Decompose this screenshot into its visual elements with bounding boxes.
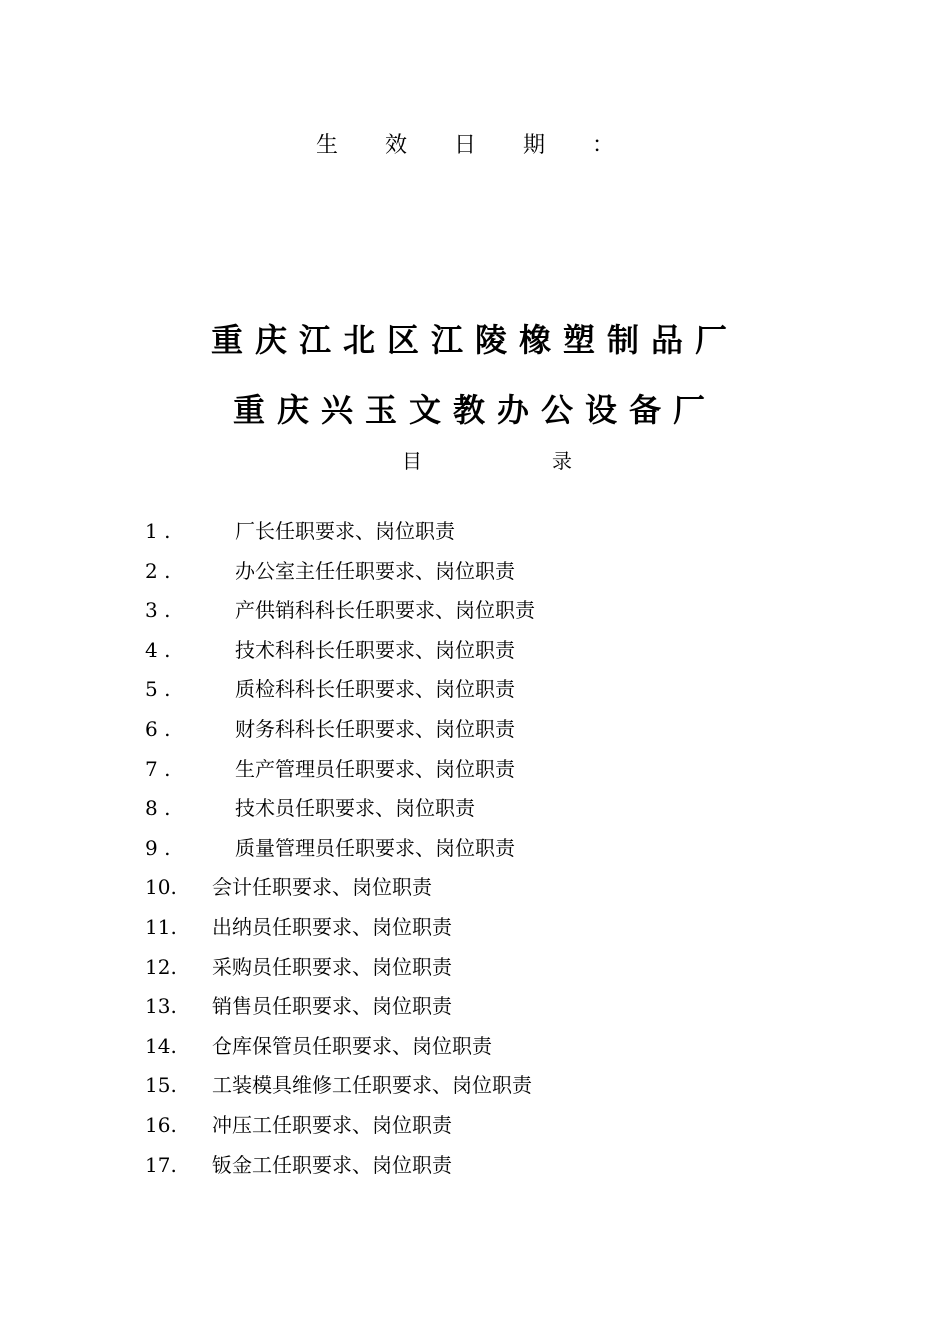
toc-item-number: 16. <box>145 1112 177 1137</box>
toc-item[interactable] <box>145 631 845 671</box>
toc-heading-left: 目 <box>402 449 422 473</box>
toc-item[interactable] <box>145 829 845 869</box>
toc-item[interactable] <box>145 1066 845 1106</box>
toc-heading-right: 录 <box>552 449 572 473</box>
toc-item-text: 出纳员任职要求、岗位职责 <box>212 914 452 939</box>
toc-item-number: 14. <box>145 1033 177 1058</box>
toc-item-text: 产供销科科长任职要求、岗位职责 <box>235 598 535 623</box>
toc-item-number: 12. <box>145 954 177 979</box>
toc-item-text: 工装模具维修工任职要求、岗位职责 <box>212 1073 532 1098</box>
toc-item[interactable] <box>145 1146 845 1186</box>
toc-item-text: 钣金工任职要求、岗位职责 <box>212 1152 452 1177</box>
toc-item[interactable] <box>145 1106 845 1146</box>
toc-item-number: 9 . <box>145 835 171 860</box>
toc-item-number: 8 . <box>145 796 171 821</box>
toc-item[interactable] <box>145 710 845 750</box>
company-title-1: 重庆江北区江陵橡塑制品厂 <box>210 321 739 359</box>
toc-item-number: 15. <box>145 1073 177 1098</box>
toc-item[interactable] <box>145 1027 845 1067</box>
toc-item-number: 17. <box>145 1152 177 1177</box>
toc-item-number: 4 . <box>145 637 171 662</box>
toc-item-text: 质量管理员任职要求、岗位职责 <box>235 835 515 860</box>
toc-item-text: 办公室主任任职要求、岗位职责 <box>235 558 515 583</box>
toc-item[interactable] <box>145 789 845 829</box>
toc-item-text: 生产管理员任职要求、岗位职责 <box>235 756 515 781</box>
toc-item-text: 仓库保管员任职要求、岗位职责 <box>212 1033 492 1058</box>
toc-item-text: 技术员任职要求、岗位职责 <box>235 796 475 821</box>
toc-item-text: 冲压工任职要求、岗位职责 <box>212 1112 452 1137</box>
toc-item-text: 销售员任职要求、岗位职责 <box>212 994 452 1019</box>
effective-date-label: 生 效 日 期 ： <box>316 133 634 158</box>
toc-item-text: 采购员任职要求、岗位职责 <box>212 954 452 979</box>
toc-item[interactable] <box>145 908 845 948</box>
toc-item-text: 质检科科长任职要求、岗位职责 <box>235 677 515 702</box>
toc-item-number: 11. <box>145 914 177 939</box>
toc-item-text: 厂长任职要求、岗位职责 <box>235 519 455 543</box>
toc-item-number: 10. <box>145 875 177 900</box>
toc-item[interactable] <box>145 670 845 710</box>
toc-item-text: 财务科科长任职要求、岗位职责 <box>235 716 515 741</box>
company-title-2: 重庆兴玉文教办公设备厂 <box>232 391 717 429</box>
toc-item[interactable] <box>145 591 845 631</box>
toc-item-text: 会计任职要求、岗位职责 <box>212 875 432 900</box>
toc-list <box>145 512 845 1185</box>
toc-item-number: 2 . <box>145 558 171 583</box>
toc-item-number: 1 . <box>145 519 171 543</box>
toc-item-number: 5 . <box>145 677 171 702</box>
toc-item[interactable] <box>145 987 845 1027</box>
toc-item-number: 7 . <box>145 756 171 781</box>
toc-item[interactable] <box>145 948 845 988</box>
toc-item-text: 技术科科长任职要求、岗位职责 <box>235 637 515 662</box>
toc-item[interactable] <box>145 750 845 790</box>
toc-item[interactable] <box>145 512 845 552</box>
toc-item-number: 13. <box>145 994 177 1019</box>
toc-item[interactable] <box>145 868 845 908</box>
toc-item-number: 6 . <box>145 716 171 741</box>
toc-heading <box>402 446 572 476</box>
toc-item-number: 3 . <box>145 598 171 623</box>
toc-item[interactable] <box>145 552 845 592</box>
